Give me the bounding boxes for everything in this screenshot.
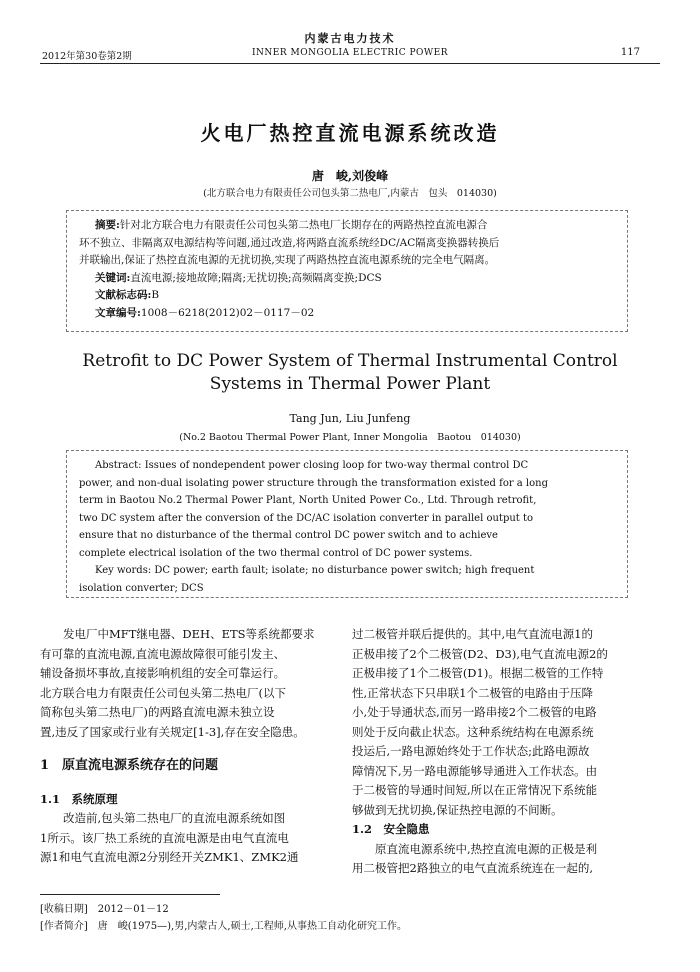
keywords-en-line-2: isolation converter; DCS: [79, 582, 204, 594]
body-line: 正极串接了2个二极管(D2、D3),电气直流电源2的: [352, 646, 608, 661]
paper-title-en: Retrofit to DC Power System of Thermal Instrumental Control Systems in Thermal Power Plant: [82, 351, 618, 394]
authors-en: Tang Jun, Liu Junfeng: [289, 412, 411, 425]
right-column: [352, 625, 660, 879]
abstract-en-line-1: Abstract: Issues of nondependent power closing loop for two-way thermal control DC: [95, 460, 529, 471]
subsection-1-1-heading: 1.1 系统原理: [40, 791, 118, 806]
intro-line: 发电厂中MFT继电器、DEH、ETS等系统都要求: [40, 627, 315, 641]
abstract-cn-line-2: 环不独立、非隔离双电源结构等问题,通过改造,将两路直流系统经DC/AC隔离变换器转换后: [79, 236, 500, 249]
intro-line: 置,违反了国家或行业有关规定[1-3],存在安全隐患。: [40, 724, 305, 739]
body-line: 源1和电气直流电源2分别经开关ZMK1、ZMK2通: [40, 850, 299, 864]
abstract-cn-label: 摘要:: [95, 219, 120, 231]
abstract-box-cn: [66, 210, 628, 332]
abstract-cn-line-1: 摘要:针对北方联合电力有限责任公司包头第二热电厂长期存在的两路热控直流电源合: [95, 219, 488, 231]
body-line: 小,处于导通状态,而另一路串接2个二极管的电路: [352, 705, 597, 719]
body-line: 性,正常状态下只串联1个二极管的电路由于压降: [352, 685, 593, 700]
issue-info: 2012年第30卷第2期: [42, 51, 132, 62]
header-rule: [40, 63, 660, 64]
received-date: [收稿日期] 2012－01－12: [40, 904, 169, 915]
paper-title-cn: 火电厂热控直流电源系统改造: [200, 121, 500, 145]
abstract-box-en: [66, 450, 628, 598]
abstract-en-line-5: ensure that no disturbance of the thermal control DC power switch and to achieve: [79, 530, 498, 541]
abstract-en-line-2: power, and non-dual isolating power structure through the transformation existed for a long: [79, 477, 548, 489]
article-number: 文章编号:1008－6218(2012)02－0117－02: [95, 306, 315, 319]
body-line: 用二极管把2路独立的电气直流系统连在一起的,: [352, 861, 593, 875]
authors-cn: 唐 峻,刘俊峰: [311, 169, 389, 183]
left-column: [40, 625, 340, 868]
body-line: 正极串接了1个二极管(D1)。根据二极管的工作特: [352, 666, 604, 680]
abstract-en-line-4: two DC system after the conversion of the DC/AC isolation converter in parallel output to: [79, 512, 534, 524]
footnote-rule: [40, 894, 220, 895]
keywords-cn: 关键词:直流电源;接地故障;隔离;无扰切换;高频隔离变换;DCS: [95, 271, 382, 284]
affiliation-en: (No.2 Baotou Thermal Power Plant, Inner Mongolia Baotou 014030): [179, 432, 521, 443]
subsection-1-2-heading: 1.2 安全隐患: [352, 822, 430, 836]
abstract-cn-line-3: 并联输出,保证了热控直流电源的无扰切换,实现了两路热控直流电源系统的完全电气隔离。: [79, 254, 496, 266]
affiliation-cn: (北方联合电力有限责任公司包头第二热电厂,内蒙古 包头 014030): [203, 188, 497, 199]
abstract-cn: [79, 217, 619, 322]
body-line: 于二极管的导通时间短,所以在正常情况下系统能: [352, 783, 598, 797]
intro-line: 北方联合电力有限责任公司包头第二热电厂(以下: [40, 685, 286, 700]
intro-line: 简称包头第二热电厂)的两路直流电源未独立设: [40, 705, 275, 719]
journal-title-en: INNER MONGOLIA ELECTRIC POWER: [251, 48, 449, 58]
body-line: 够做到无扰切换,保证热控电源的不间断。: [352, 802, 563, 817]
body-line: 1所示。该厂热工系统的直流电源是由电气直流电: [40, 830, 289, 845]
abstract-en-line-3: term in Baotou No.2 Thermal Power Plant, North United Power Co., Ltd. Through retrofit,: [79, 495, 537, 506]
body-line: 原直流电源系统中,热控直流电源的正极是利: [352, 841, 598, 856]
page-number: 117: [620, 47, 640, 58]
abstract-en-line-6: complete electrical isolation of the two thermal control of DC power systems.: [79, 547, 473, 559]
body-line: 投运后,一路电源始终处于工作状态;此路电源故: [352, 744, 590, 758]
author-bio: [作者简介] 唐 峻(1975—),男,内蒙古人,硕士,工程师,从事热工自动化研究工作。: [40, 921, 407, 932]
journal-title-cn: 内蒙古电力技术: [304, 32, 396, 45]
body-line: 改造前,包头第二热电厂的直流电源系统如图: [40, 811, 286, 825]
section-1-heading: 1 原直流电源系统存在的问题: [40, 758, 219, 773]
intro-line: 辅设备损坏事故,直接影响机组的安全可靠运行。: [40, 666, 286, 680]
doc-code: 文献标志码:B: [95, 289, 160, 301]
keywords-en: Key words: DC power; earth fault; isolate; no disturbance power switch; high frequent: [95, 565, 535, 576]
abstract-en: [79, 457, 619, 597]
body-line: 障情况下,另一路电源能够导通进入工作状态。由: [352, 763, 598, 778]
body-line: 过二极管并联后提供的。其中,电气直流电源1的: [352, 627, 593, 641]
abstract-en-label: Abstract:: [95, 460, 142, 471]
intro-line: 有可靠的直流电源,直流电源故障很可能引发主、: [40, 646, 286, 661]
body-line: 则处于反向截止状态。这种系统结构在电源系统: [352, 724, 594, 739]
